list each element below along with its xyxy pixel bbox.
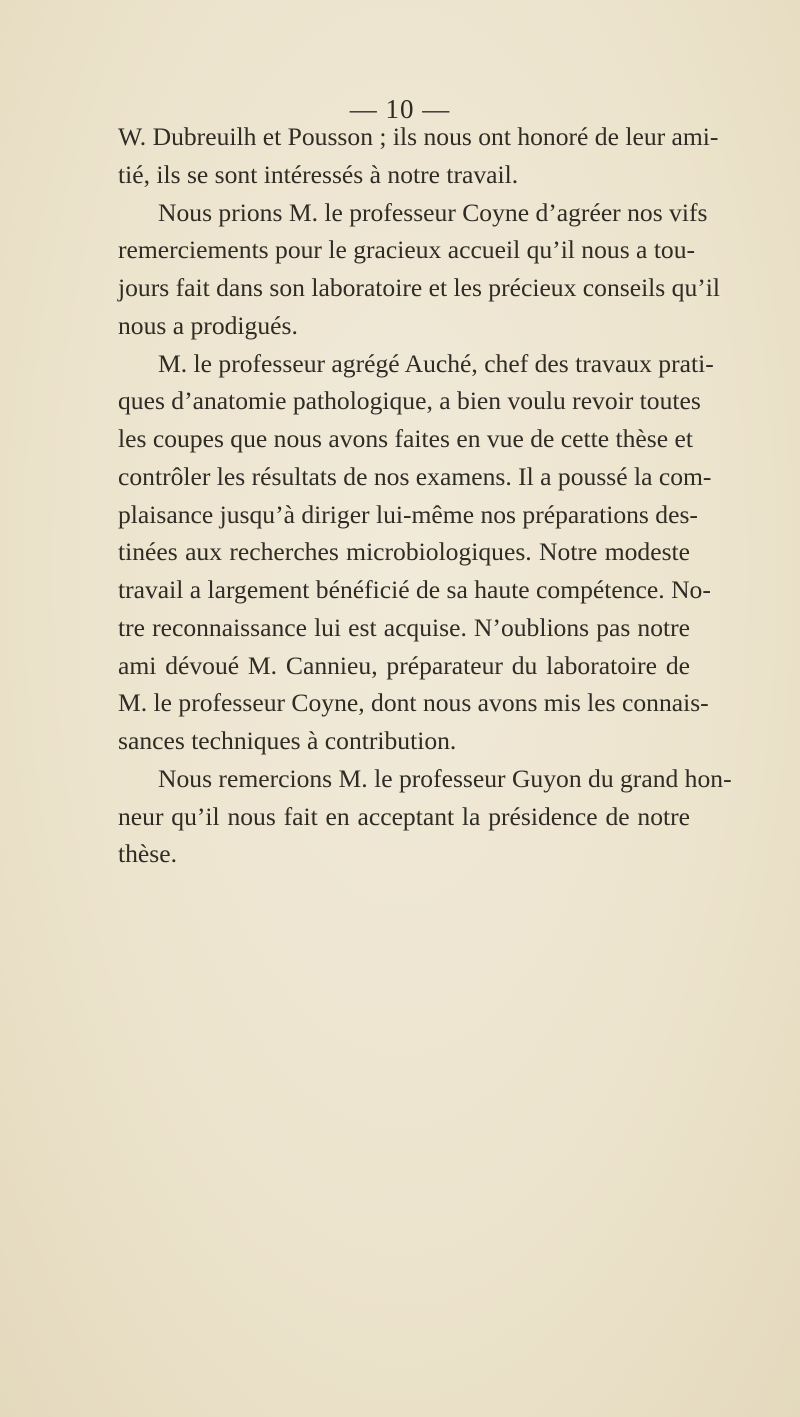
body-text [118,118,732,873]
text-line: Nous prions M. le professeur Coyne d’agréer nos vifs [158,197,708,227]
text-line: jours fait dans son laboratoire et les précieux conseils qu’il [118,273,720,302]
text-line: plaisance jusqu’à diriger lui-même nos préparations des- [118,499,698,529]
paragraph-2 [118,194,720,345]
text-line: tié, ils se sont intéressés à notre travail. [118,159,519,189]
text-line: W. Dubreuilh et Pousson ; ils nous ont honoré de leur ami- [118,122,719,151]
paragraph-3 [118,345,714,760]
text-line: nous a prodigués. [118,310,298,340]
text-line: tinées aux recherches microbiologiques. Notre modeste [118,537,690,567]
text-line: thèse. [118,839,177,869]
page-number: — 10 — [349,94,451,124]
text-line: M. le professeur agrégé Auché, chef des travaux prati- [158,348,714,378]
text-line: tre reconnaissance lui est acquise. N’oublions pas notre [118,612,690,642]
text-line: neur qu’il nous fait en acceptant la présidence de notre [118,801,690,831]
text-line: sances techniques à contribution. [118,726,457,755]
text-line: Nous remercions M. le professeur Guyon du grand hon- [158,763,732,793]
paragraph-1 [118,118,719,194]
text-line: M. le professeur Coyne, dont nous avons mis les connais- [118,688,709,718]
text-line: contrôler les résultats de nos examens. Il a poussé la com- [118,461,712,491]
text-line: travail a largement bénéficié de sa haute compétence. No- [118,575,711,604]
text-line: ques d’anatomie pathologique, a bien voulu revoir toutes [118,386,701,416]
text-line: remerciements pour le gracieux accueil qu’il nous a tou- [118,235,696,265]
text-line: les coupes que nous avons faites en vue de cette thèse et [118,424,693,453]
paragraph-4 [118,760,732,873]
text-line: ami dévoué M. Cannieu, préparateur du laboratoire de [118,650,690,680]
